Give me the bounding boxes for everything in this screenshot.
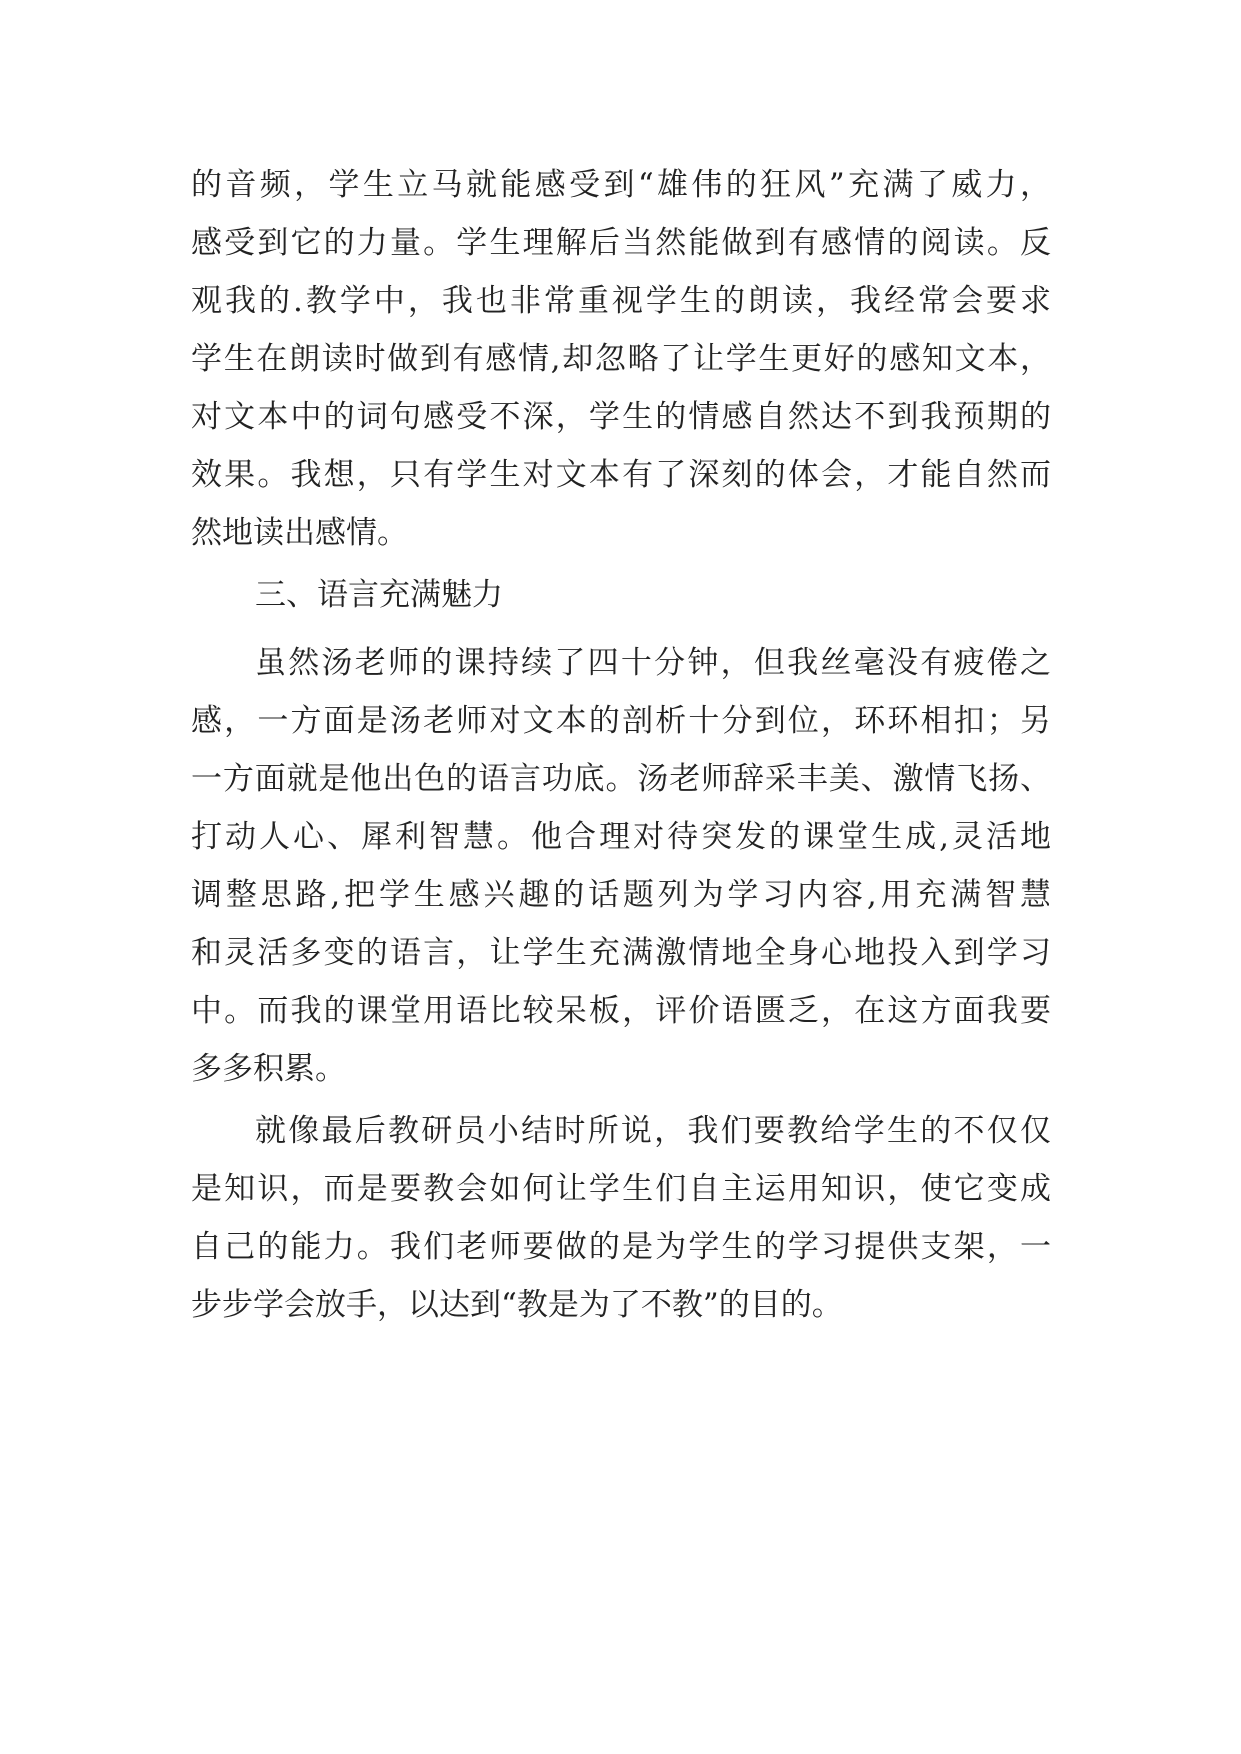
heading-line: 三、语言充满魅力: [255, 577, 503, 613]
text-line: 学生在朗读时做到有感情,却忽略了让学生更好的感知文本，: [191, 341, 1051, 377]
text-line: 然地读出感情。: [191, 515, 408, 551]
text-line: 一方面就是他出色的语言功底。汤老师辞采丰美、激情飞扬、: [191, 761, 1051, 797]
text-line: 的音频，学生立马就能感受到“雄伟的狂风”充满了威力，: [191, 167, 1051, 203]
text-line: 就像最后教研员小结时所说，我们要教给学生的不仅仅: [255, 1113, 1051, 1149]
text-line: 对文本中的词句感受不深，学生的情感自然达不到我预期的: [191, 399, 1051, 435]
paragraph-language: [191, 634, 1051, 1098]
text-line: 虽然汤老师的课持续了四十分钟，但我丝毫没有疲倦之: [255, 645, 1051, 681]
text-line: 调整思路,把学生感兴趣的话题列为学习内容,用充满智慧: [191, 877, 1051, 913]
text-line: 观我的.教学中，我也非常重视学生的朗读，我经常会要求: [191, 283, 1051, 319]
text-line: 效果。我想，只有学生对文本有了深刻的体会，才能自然而: [191, 457, 1051, 493]
text-line: 感，一方面是汤老师对文本的剖析十分到位，环环相扣；另: [191, 703, 1051, 739]
text-line: 多多积累。: [191, 1051, 346, 1087]
text-line: 自己的能力。我们老师要做的是为学生的学习提供支架，一: [191, 1229, 1051, 1265]
section-heading: [191, 566, 1051, 624]
text-line: 中。而我的课堂用语比较呆板，评价语匮乏，在这方面我要: [191, 993, 1051, 1029]
paragraph-conclusion: [191, 1102, 1051, 1334]
text-line: 和灵活多变的语言，让学生充满激情地全身心地投入到学习: [191, 935, 1051, 971]
text-line: 是知识，而是要教会如何让学生们自主运用知识，使它变成: [191, 1171, 1051, 1207]
text-line: 步步学会放手，以达到“教是为了不教”的目的。: [191, 1287, 843, 1323]
text-line: 感受到它的力量。学生理解后当然能做到有感情的阅读。反: [191, 225, 1051, 261]
text-line: 打动人心、犀利智慧。他合理对待突发的课堂生成,灵活地: [191, 819, 1051, 855]
paragraph-continued: [191, 156, 1051, 562]
